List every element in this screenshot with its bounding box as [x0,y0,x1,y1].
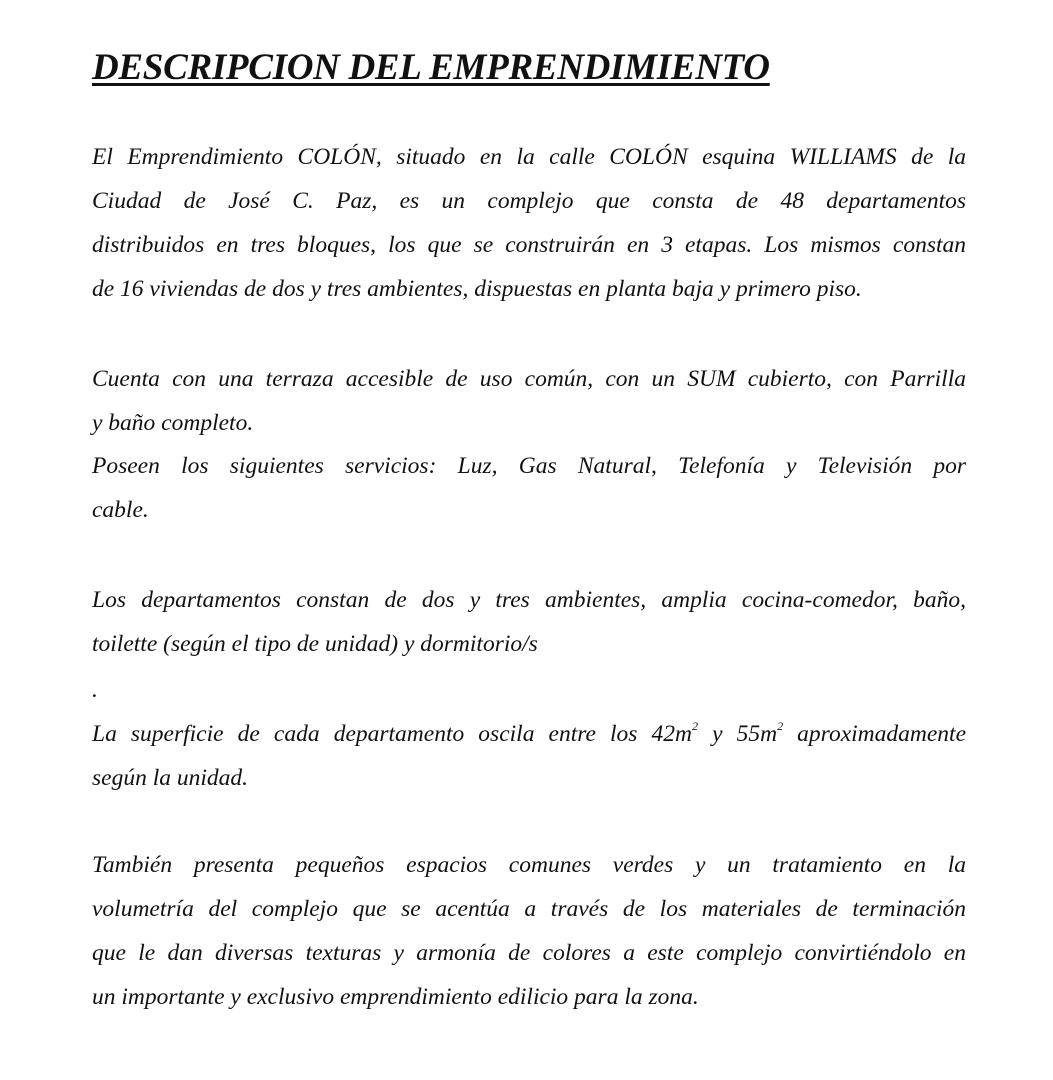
paragraph-green-spaces [92,843,966,1019]
paragraph-services [92,444,966,532]
paragraph-location [92,135,966,311]
text-line: También presenta pequeños espacios comunes verdes y un tratamiento en la [92,852,966,878]
text-line: y baño completo. [92,410,254,436]
text-line: cable. [92,497,149,523]
text-line: La superficie de cada departamento oscila entre los $42m^2$ y $55m^2$ aproximadamente [92,719,966,747]
text-line: volumetría del complejo que se acentúa a través de los materiales de terminación [92,896,966,922]
text-line: . [92,677,98,703]
text-line: toilette (según el tipo de unidad) y dormitorio/s [92,631,538,657]
text-line: El Emprendimiento COLÓN, situado en la calle COLÓN esquina WILLIAMS de la [92,144,966,170]
paragraph-surface [92,712,966,800]
stray-dot [92,668,966,712]
text-line: Los departamentos constan de dos y tres ambientes, amplia cocina-comedor, baño, [92,587,966,613]
paragraph-terrace [92,357,966,445]
paragraph-apartments [92,578,966,666]
text-line: un importante y exclusivo emprendimiento edilicio para la zona. [92,984,699,1010]
text-line: Cuenta con una terraza accesible de uso común, con un SUM cubierto, con Parrilla [92,366,966,392]
document-title: DESCRIPCION DEL EMPRENDIMIENTO [92,47,770,88]
text-line: Ciudad de José C. Paz, es un complejo que consta de 48 departamentos [92,188,966,214]
text-line: distribuidos en tres bloques, los que se construirán en 3 etapas. Los mismos constan [92,232,966,258]
text-line: según la unidad. [92,765,249,791]
text-line: que le dan diversas texturas y armonía de colores a este complejo convirtiéndolo en [92,940,966,966]
text-line: Poseen los siguientes servicios: Luz, Gas Natural, Telefonía y Televisión por [92,453,966,479]
text-line: de 16 viviendas de dos y tres ambientes, dispuestas en planta baja y primero piso. [92,276,862,302]
